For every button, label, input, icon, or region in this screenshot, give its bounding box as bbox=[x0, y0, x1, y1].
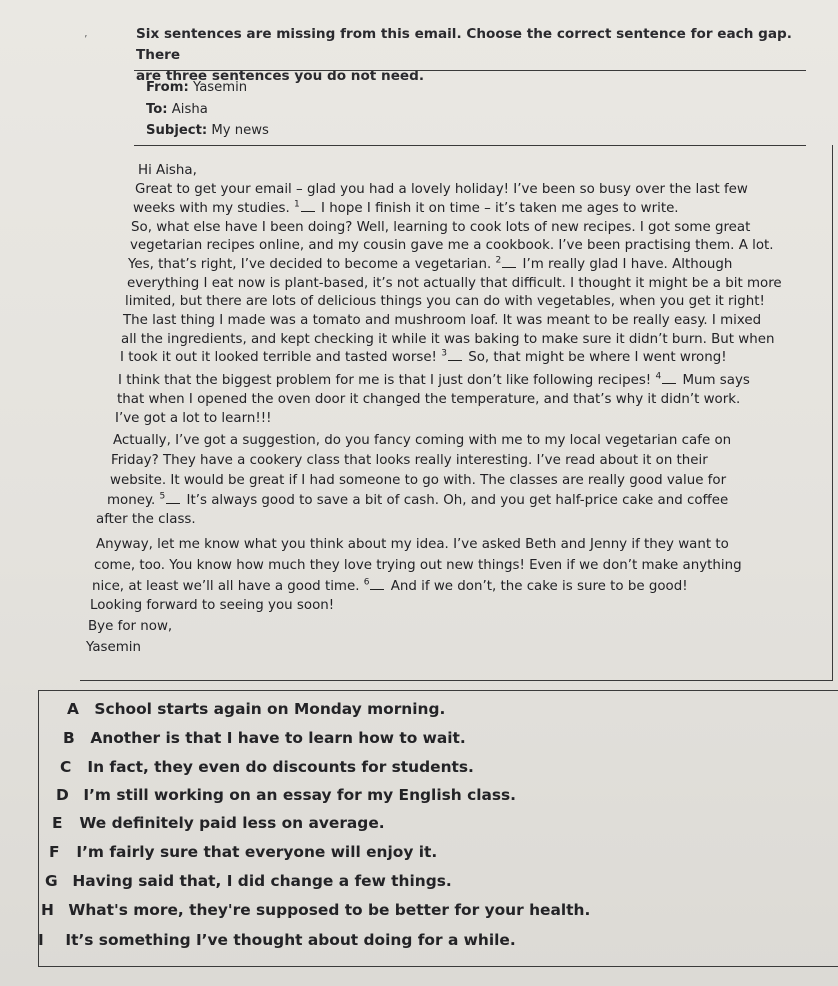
paragraph-line: after the class. bbox=[96, 512, 196, 527]
option-c[interactable] bbox=[60, 756, 474, 778]
answer-gap[interactable] bbox=[448, 350, 462, 361]
paragraph-line: all the ingredients, and kept checking it while it was baking to make sure it didn’t burn. But when bbox=[121, 332, 775, 347]
line-text: Yes, that’s right, I’ve decided to become a vegetarian. bbox=[128, 257, 492, 272]
paragraph-line: Friday? They have a cookery class that looks really interesting. I’ve read about it on their bbox=[111, 453, 708, 468]
answer-gap[interactable] bbox=[662, 373, 676, 384]
option-letter: F bbox=[49, 843, 60, 861]
answer-gap[interactable] bbox=[502, 257, 516, 268]
option-text: We definitely paid less on average. bbox=[79, 814, 385, 832]
line-text: And if we don’t, the cake is sure to be good! bbox=[390, 579, 688, 594]
signature: Yasemin bbox=[86, 640, 142, 655]
option-i[interactable] bbox=[38, 929, 516, 951]
line-text: I think that the biggest problem for me is that I just don’t like following recipes! bbox=[118, 373, 652, 388]
option-text: In fact, they even do discounts for students. bbox=[87, 758, 474, 776]
answer-gap[interactable] bbox=[370, 579, 384, 590]
option-g[interactable] bbox=[45, 870, 452, 892]
option-letter: G bbox=[45, 872, 58, 890]
paragraph-line: I’ve got a lot to learn!!! bbox=[115, 411, 272, 426]
option-h[interactable] bbox=[41, 899, 590, 921]
answer-gap[interactable] bbox=[301, 201, 315, 212]
gap-number: 3 bbox=[441, 348, 447, 359]
subject-label: Subject: bbox=[146, 123, 208, 138]
subject-value: My news bbox=[211, 123, 269, 138]
paragraph-line bbox=[120, 348, 727, 367]
subject-row bbox=[146, 122, 269, 140]
paragraph-line bbox=[128, 255, 732, 274]
paragraph-line: everything I eat now is plant-based, it’s not actually that difficult. I thought it might be a bit more bbox=[127, 276, 782, 291]
closing-line: Looking forward to seeing you soon! bbox=[90, 598, 335, 613]
line-text: I’m really glad I have. Although bbox=[522, 257, 733, 272]
paragraph-line bbox=[107, 491, 728, 510]
option-text: School starts again on Monday morning. bbox=[94, 700, 446, 718]
line-text: nice, at least we’ll all have a good time. bbox=[92, 579, 360, 594]
option-f[interactable] bbox=[49, 841, 437, 863]
line-text: money. bbox=[107, 493, 156, 508]
paragraph-line: that when I opened the oven door it changed the temperature, and that’s why it didn’t work. bbox=[117, 392, 741, 407]
line-text: I took it out it looked terrible and tasted worse! bbox=[120, 350, 437, 365]
option-b[interactable] bbox=[63, 727, 466, 749]
option-letter: D bbox=[56, 786, 69, 804]
option-text: Having said that, I did change a few things. bbox=[72, 872, 452, 890]
paragraph-line: The last thing I made was a tomato and mushroom loaf. It was meant to be really easy. I mixed bbox=[123, 313, 762, 328]
line-text: weeks with my studies. bbox=[133, 201, 290, 216]
paragraph-line bbox=[118, 371, 750, 390]
line-text: It’s always good to save a bit of cash. Oh, and you get half-price cake and coffee bbox=[186, 493, 729, 508]
option-letter: I bbox=[38, 931, 44, 949]
paragraph-line: website. It would be great if I had someone to go with. The classes are really good value for bbox=[110, 473, 727, 488]
greeting: Hi Aisha, bbox=[138, 163, 197, 178]
option-text: What's more, they're supposed to be better for your health. bbox=[68, 901, 591, 919]
line-text: I hope I finish it on time – it’s taken me ages to write. bbox=[320, 201, 679, 216]
option-e[interactable] bbox=[52, 812, 385, 834]
paragraph-line: come, too. You know how much they love trying out new things! Even if we don’t make anything bbox=[94, 558, 742, 573]
to-row bbox=[146, 101, 208, 119]
paragraph-line: Great to get your email – glad you had a lovely holiday! I’ve been so busy over the last few bbox=[135, 182, 748, 197]
paragraph-line: So, what else have I been doing? Well, learning to cook lots of new recipes. I got some great bbox=[131, 220, 751, 235]
gap-number: 4 bbox=[655, 371, 662, 382]
paragraph-line: limited, but there are lots of delicious things you can do with vegetables, when you get it right! bbox=[125, 294, 765, 309]
option-a[interactable] bbox=[67, 698, 445, 720]
to-value: Aisha bbox=[171, 102, 208, 117]
option-letter: C bbox=[60, 758, 72, 776]
instruction-line-1: Six sentences are missing from this email. Choose the correct sentence for each gap. There bbox=[136, 26, 792, 63]
line-text: So, that might be where I went wrong! bbox=[468, 350, 727, 365]
margin-mark: ’ bbox=[84, 33, 88, 46]
paragraph-line bbox=[92, 577, 688, 596]
gap-number: 6 bbox=[363, 577, 370, 588]
option-letter: H bbox=[41, 901, 54, 919]
paragraph-line: Actually, I’ve got a suggestion, do you fancy coming with me to my local vegetarian cafe on bbox=[113, 433, 732, 448]
gap-number: 5 bbox=[159, 491, 166, 502]
option-text: I’m fairly sure that everyone will enjoy it. bbox=[76, 843, 438, 861]
gap-number: 1 bbox=[293, 199, 300, 210]
option-letter: B bbox=[63, 729, 75, 747]
option-letter: E bbox=[52, 814, 63, 832]
option-d[interactable] bbox=[56, 784, 516, 806]
from-label: From: bbox=[146, 80, 189, 95]
to-label: To: bbox=[146, 102, 168, 117]
email-header bbox=[134, 70, 806, 146]
option-text: Another is that I have to learn how to wait. bbox=[90, 729, 466, 747]
option-text: It’s something I’ve thought about doing for a while. bbox=[65, 931, 516, 949]
option-letter: A bbox=[67, 700, 79, 718]
from-row bbox=[146, 79, 247, 97]
instruction-line-2: are three sentences you do not need. bbox=[136, 68, 425, 84]
gap-number: 2 bbox=[495, 255, 502, 266]
line-text: Mum says bbox=[682, 373, 750, 388]
from-value: Yasemin bbox=[192, 80, 248, 95]
paragraph-line bbox=[133, 199, 679, 218]
paragraph-line: vegetarian recipes online, and my cousin gave me a cookbook. I’ve been practising them. A lot. bbox=[130, 238, 774, 253]
closing-line: Bye for now, bbox=[88, 619, 173, 634]
option-text: I’m still working on an essay for my English class. bbox=[83, 786, 517, 804]
paragraph-line: Anyway, let me know what you think about my idea. I’ve asked Beth and Jenny if they want to bbox=[96, 537, 729, 552]
answer-gap[interactable] bbox=[166, 493, 180, 504]
